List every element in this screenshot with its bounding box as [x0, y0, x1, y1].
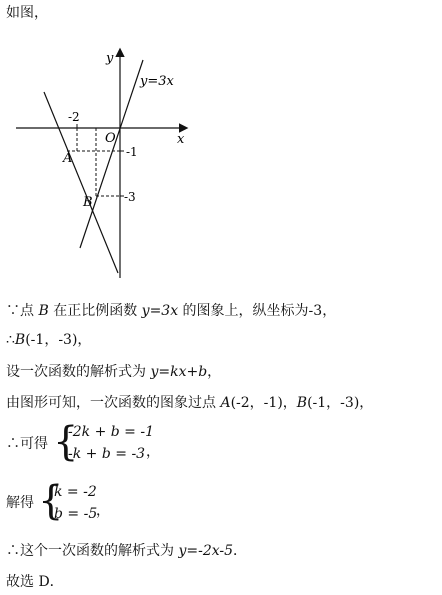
solution-line-5-label: ∴可得 [6, 436, 48, 452]
solution-line-4: 由图形可知，一次函数的图象过点 A(-2，-1)，B(-1，-3)， [6, 395, 374, 411]
y-axis-label: y [106, 51, 114, 66]
solution-line-6-label: 解得 [6, 495, 34, 511]
system-eq-1: -2k + b = -1 [68, 424, 154, 440]
solution-comma: ， [96, 503, 110, 519]
solution-eq-b: b = -5 [54, 506, 98, 522]
solution-line-2: ∴B(-1，-3)， [6, 332, 92, 348]
origin-label: O [105, 131, 116, 146]
point-a-label: A [63, 151, 73, 166]
solution-line-7: ∴这个一次函数的解析式为 y=-2x-5． [6, 543, 248, 559]
intro-text: 如图， [6, 5, 48, 21]
x-axis-label: x [177, 132, 185, 147]
line-label-y3x: y=3x [140, 74, 174, 89]
solution-line-1: ∵点 B 在正比例函数 y=3x 的图象上，纵坐标为-3， [6, 303, 337, 319]
system-brace: { [53, 419, 79, 465]
solution-line-3: 设一次函数的解析式为 y=kx+b， [6, 364, 222, 380]
solution-eq-k: k = -2 [54, 484, 97, 500]
tick-label-y-neg3: -3 [124, 190, 136, 204]
tick-label-y-neg1: -1 [126, 145, 138, 159]
solution-brace: { [38, 478, 64, 524]
point-b-label: B [83, 195, 93, 210]
answer-line: 故选 D． [6, 574, 64, 590]
system-comma: ， [146, 444, 160, 460]
system-eq-2: -k + b = -3 [68, 446, 146, 462]
coordinate-graph [0, 0, 442, 290]
tick-label-x-neg2: -2 [68, 110, 80, 124]
